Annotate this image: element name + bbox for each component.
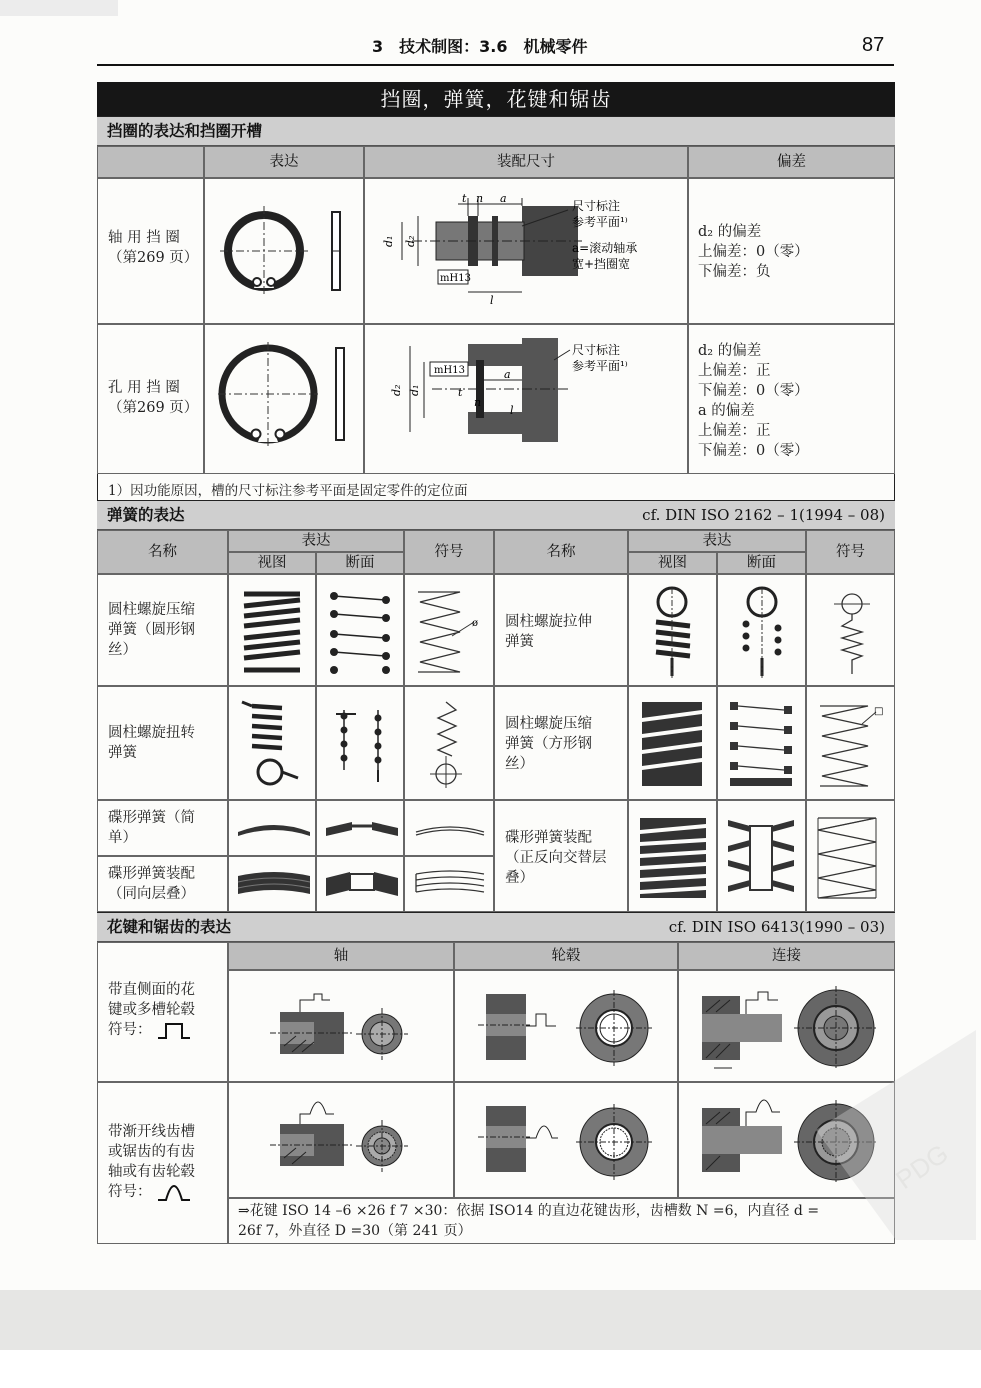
disc-stack-alternating-view (636, 812, 710, 904)
disc-spring-section (322, 814, 402, 842)
disc-stack-parallel-symbol (410, 866, 490, 902)
spline-designation-example: ⇒花键 ISO 14 –6 ×26 f 7 ×30：依据 ISO14 的直边花键齿形，齿槽数 N =6，内直径 d = 26f 7，外直径 D =30（第 241 页） (238, 1203, 820, 1239)
rings-footnote: 1）因功能原因，槽的尺寸标注参考平面是固定零件的定位面 (108, 483, 468, 499)
involute-spline-symbol-icon (156, 1182, 192, 1202)
tension-spring-section (726, 584, 800, 682)
disc-spring-symbol (410, 814, 490, 842)
svg-text:a: a (504, 368, 511, 381)
torsion-spring-section (326, 700, 396, 792)
spring-label-tension: 圆柱螺旋拉伸 弹簧 (505, 614, 592, 650)
spring-label-disc-single: 碟形弹簧（简 单） (108, 810, 195, 846)
running-header: 3 技术制图：3.6 机械零件 (372, 37, 588, 56)
ring-row2-deviation: d₂ 的偏差 上偏差：正 下偏差：0（零） a 的偏差 上偏差：正 下偏差：0（零） (698, 343, 809, 459)
torsion-spring-view (238, 696, 308, 792)
compression-spring-view (238, 586, 308, 678)
spline-hub-involute (478, 1098, 658, 1186)
rings-section-title: 挡圈的表达和挡圈开槽 (97, 116, 895, 146)
spline-shaft-straight (270, 986, 440, 1066)
splines-col-hub: 轮毂 (454, 942, 678, 970)
springs-col-symbol-left: 符号 (404, 530, 494, 574)
springs-section-title: 弹簧的表达 cf. DIN ISO 2162 – 1(1994 – 08) (97, 500, 895, 530)
rings-col-repr: 表达 (204, 146, 364, 178)
hole-ring-fit-drawing (372, 336, 682, 466)
scan-bottom-band (0, 1290, 981, 1350)
svg-text:n: n (476, 192, 484, 205)
rings-corner-header (97, 146, 204, 178)
svg-text:a=滚动轴承: a=滚动轴承 (572, 241, 638, 255)
springs-col-repr-right: 表达 (628, 530, 806, 552)
tension-spring-view (636, 584, 710, 682)
svg-text:宽+挡圈宽: 宽+挡圈宽 (572, 257, 631, 271)
spring-label-disc-parallel: 碟形弹簧装配 （同向层叠） (108, 866, 195, 902)
spring-label-disc-alternating: 碟形弹簧装配 （正反向交替层 叠） (505, 830, 607, 886)
svg-text:a: a (500, 192, 507, 205)
torsion-spring-symbol (416, 696, 486, 792)
disc-stack-alternating-section (724, 812, 798, 904)
shaft-ring-drawing (214, 196, 354, 306)
splines-section-title: 花键和锯齿的表达 cf. DIN ISO 6413(1990 – 03) (97, 912, 895, 942)
header-rule (97, 64, 894, 66)
svg-text:d₁: d₁ (408, 384, 421, 396)
springs-col-name-left: 名称 (97, 530, 228, 574)
ring-row2-label: 孔 用 挡 圈 （第269 页） (108, 380, 199, 416)
ring-row1-label: 轴 用 挡 圈 （第269 页） (108, 230, 199, 266)
square-spring-section (726, 696, 796, 792)
svg-text:t: t (458, 386, 463, 399)
rings-col-fit: 装配尺寸 (364, 146, 688, 178)
springs-col-section-right: 断面 (717, 552, 806, 574)
pdg-watermark (776, 1010, 976, 1240)
springs-col-view-right: 视图 (628, 552, 717, 574)
spline-hub-straight (478, 986, 658, 1070)
square-spring-symbol (814, 700, 890, 792)
splines-col-shaft: 轴 (228, 942, 454, 970)
disc-stack-parallel-section (322, 866, 402, 902)
svg-text:参考平面¹⁾: 参考平面¹⁾ (572, 359, 628, 373)
svg-text:d₁: d₁ (382, 235, 395, 247)
svg-text:d₂: d₂ (390, 384, 403, 396)
spring-label-torsion: 圆柱螺旋扭转 弹簧 (108, 725, 195, 761)
shaft-ring-fit-drawing (372, 192, 682, 312)
square-spring-view (638, 696, 708, 792)
svg-text:n: n (474, 396, 482, 409)
svg-text:t: t (462, 192, 467, 205)
compression-spring-symbol (410, 586, 490, 678)
disc-stack-parallel-view (234, 866, 314, 902)
svg-text:PDG: PDG (890, 1138, 954, 1195)
springs-reference: cf. DIN ISO 2162 – 1(1994 – 08) (642, 506, 885, 524)
svg-text:mH13: mH13 (440, 273, 471, 284)
springs-col-repr-left: 表达 (228, 530, 404, 552)
splines-col-joint: 连接 (678, 942, 895, 970)
svg-text:l: l (510, 404, 514, 417)
disc-stack-alternating-symbol (812, 812, 888, 904)
splines-reference: cf. DIN ISO 6413(1990 – 03) (668, 918, 885, 936)
svg-text:ø: ø (472, 618, 479, 629)
ring-row1-deviation: d₂ 的偏差 上偏差：0（零） 下偏差：负 (698, 224, 809, 280)
page-banner: 挡圈，弹簧，花键和锯齿 (97, 82, 895, 116)
svg-text:l: l (490, 294, 494, 307)
svg-text:mH13: mH13 (434, 365, 465, 376)
svg-text:□: □ (874, 706, 884, 717)
tension-spring-symbol (820, 590, 884, 680)
hole-ring-drawing (214, 338, 354, 454)
straight-spline-symbol-icon (156, 1020, 192, 1040)
spline-shaft-involute (270, 1098, 440, 1182)
springs-col-symbol-right: 符号 (806, 530, 895, 574)
spring-label-compression-square: 圆柱螺旋压缩 弹簧（方形钢 丝） (505, 716, 592, 772)
svg-text:参考平面¹⁾: 参考平面¹⁾ (572, 215, 628, 229)
svg-text:尺寸标注: 尺寸标注 (572, 199, 621, 213)
scan-corner (0, 0, 118, 16)
springs-col-view-left: 视图 (228, 552, 316, 574)
page-number: 87 (862, 34, 885, 56)
springs-col-section-left: 断面 (316, 552, 404, 574)
disc-spring-view (234, 814, 314, 842)
spline-label-straight: 带直侧面的花 键或多槽轮毂 符号： (108, 982, 195, 1038)
spring-label-compression-round: 圆柱螺旋压缩 弹簧（圆形钢 丝） (108, 602, 195, 658)
compression-spring-section (326, 586, 396, 678)
svg-text:d₂: d₂ (404, 235, 417, 247)
svg-text:尺寸标注: 尺寸标注 (572, 343, 621, 357)
spline-label-involute: 带渐开线齿槽 或锯齿的有齿 轴或有齿轮毂 符号： (108, 1124, 195, 1200)
springs-col-name-right: 名称 (494, 530, 628, 574)
rings-col-dev: 偏差 (688, 146, 895, 178)
